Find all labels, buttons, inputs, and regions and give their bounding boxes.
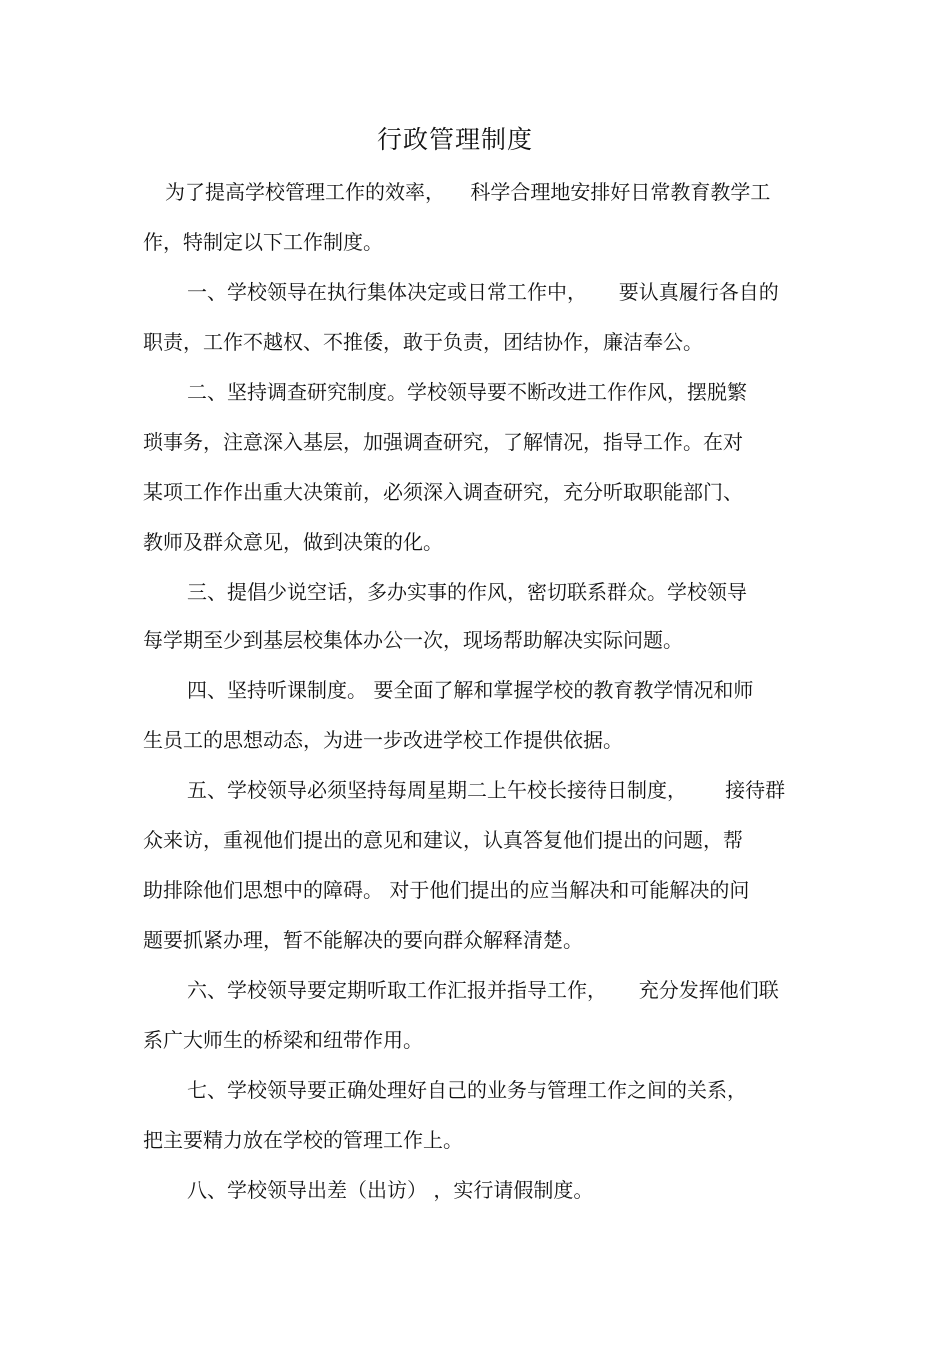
paragraph-line: 题要抓紧办理，暂不能解决的要向群众解释清楚。 [143,928,583,952]
paragraph-line: 生员工的思想动态，为进一步改进学校工作提供依据。 [143,728,623,752]
paragraph-line: 教师及群众意见，做到决策的化。 [143,530,443,554]
paragraph-line: 一、学校领导在执行集体决定或日常工作中， 要认真履行各自的 [187,280,779,304]
paragraph-line: 众来访，重视他们提出的意见和建议，认真答复他们提出的问题，帮 [143,828,743,852]
paragraph-line: 四、坚持听课制度。 要全面了解和掌握学校的教育教学情况和师 [187,678,754,702]
paragraph-line: 把主要精力放在学校的管理工作上。 [143,1128,463,1152]
paragraph-line: 为了提高学校管理工作的效率， 科学合理地安排好日常教育教学工 [165,180,771,204]
paragraph-line: 琐事务，注意深入基层，加强调查研究，了解情况，指导工作。在对 [143,430,743,454]
paragraph-line: 系广大师生的桥梁和纽带作用。 [143,1028,423,1052]
paragraph-line: 八、学校领导出差（出访） ，实行请假制度。 [187,1178,594,1202]
paragraph-line: 二、坚持调查研究制度。学校领导要不断改进工作作风，摆脱繁 [187,380,747,404]
paragraph-line: 五、学校领导必须坚持每周星期二上午校长接待日制度， 接待群 [187,778,786,802]
paragraph-line: 作，特制定以下工作制度。 [143,230,383,254]
paragraph-line: 每学期至少到基层校集体办公一次，现场帮助解决实际问题。 [143,628,683,652]
paragraph-line: 助排除他们思想中的障碍。 对于他们提出的应当解决和可能解决的问 [143,878,750,902]
paragraph-line: 七、学校领导要正确处理好自己的业务与管理工作之间的关系， [187,1078,747,1102]
paragraph-line: 三、提倡少说空话，多办实事的作风，密切联系群众。学校领导 [187,580,747,604]
document-title: 行政管理制度 [376,125,533,154]
paragraph-line: 某项工作作出重大决策前，必须深入调查研究，充分听取职能部门、 [143,480,743,504]
paragraph-line: 职责，工作不越权、不推倭，敢于负责，团结协作，廉洁奉公。 [143,330,703,354]
paragraph-line: 六、学校领导要定期听取工作汇报并指导工作， 充分发挥他们联 [187,978,779,1002]
